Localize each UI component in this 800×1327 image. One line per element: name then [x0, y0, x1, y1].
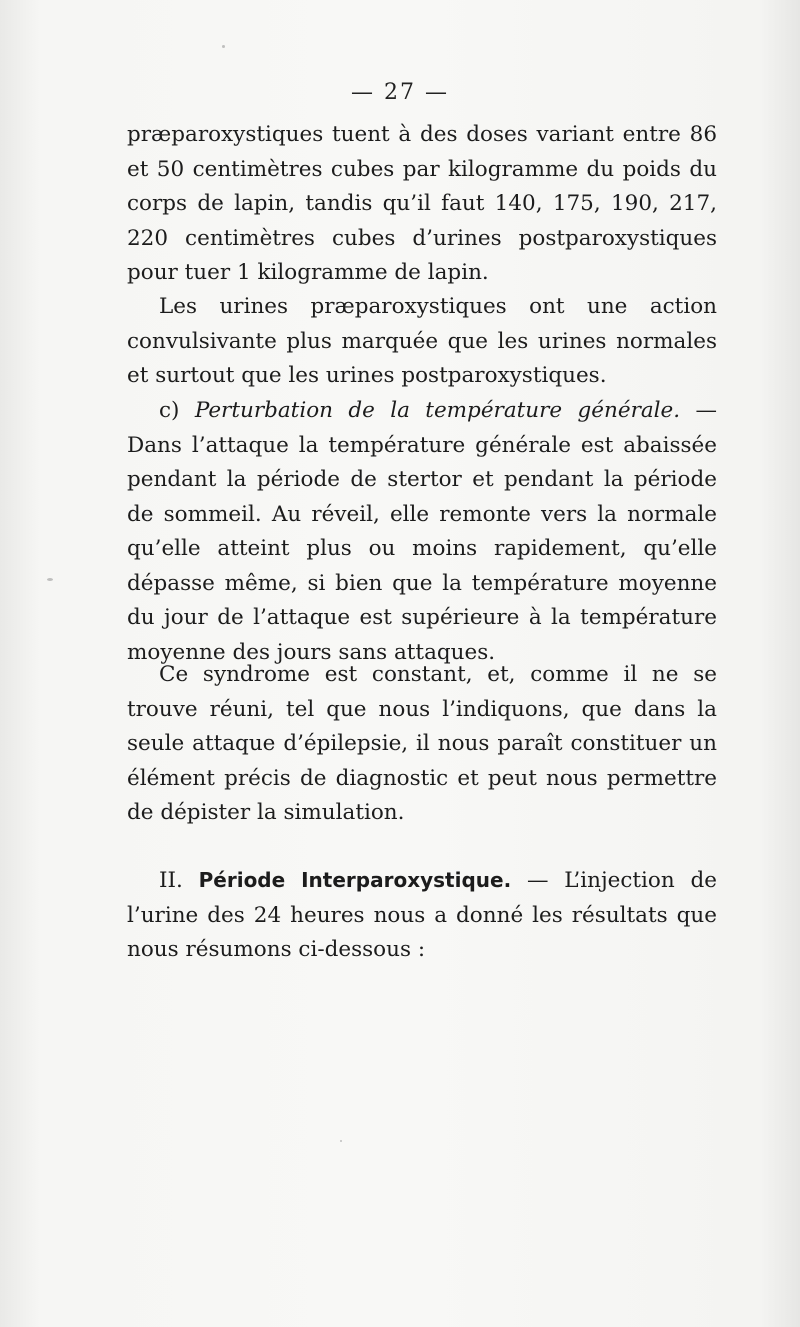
subsection-label: c) [159, 398, 180, 423]
section-number: II. [159, 868, 183, 893]
page-number: — 27 — [351, 80, 449, 105]
paper-speck [47, 578, 53, 581]
paper-speck [340, 1140, 342, 1142]
paragraph-syndrome: Ce syndrome est constant, et, comme il ne se trouve réuni, tel que nous l’indiquons, que dans la seule attaque d’épilepsie, il nous paraît constituer un élément précis de diagnostic et peut nous permettre de dépister la simulation. [127, 662, 717, 825]
paragraph-temperature-text: — Dans l’attaque la température générale est abaissée pendant la période de stertor et pendant la période de sommeil. Au réveil, elle remonte vers la normale qu’elle atteint plus ou moins rapidement, qu’elle dépasse même, si bien que la température moyenne du jour de l’attaque est supérieure à la température moyenne des jours sans attaques. [127, 398, 717, 665]
subsection-title: Perturbation de la température générale. [194, 398, 681, 423]
paragraph-toxicity: præparoxystiques tuent à des doses variant entre 86 et 50 centimètres cubes par kilogramme du poids du corps de lapin, tandis qu’il faut 140, 175, 190, 217, 220 centimètres cubes d’urines postparoxystiques pour tuer 1 kilogramme de lapin. [127, 122, 717, 285]
section-title: Période Interparoxystique. [198, 868, 512, 892]
paper-speck [222, 45, 225, 48]
paragraph-convulsive-action: Les urines præparoxystiques ont une action convulsivante plus marquée que les urines normales et surtout que les urines postparoxystiques. [127, 294, 717, 388]
paragraph-temperature [127, 394, 717, 670]
paragraph-interparoxystic [127, 863, 717, 968]
paragraph-interparoxystic-text: — L’injection de l’urine des 24 heures nous a donné les résultats que nous résumons ci-dessous : [127, 868, 717, 962]
